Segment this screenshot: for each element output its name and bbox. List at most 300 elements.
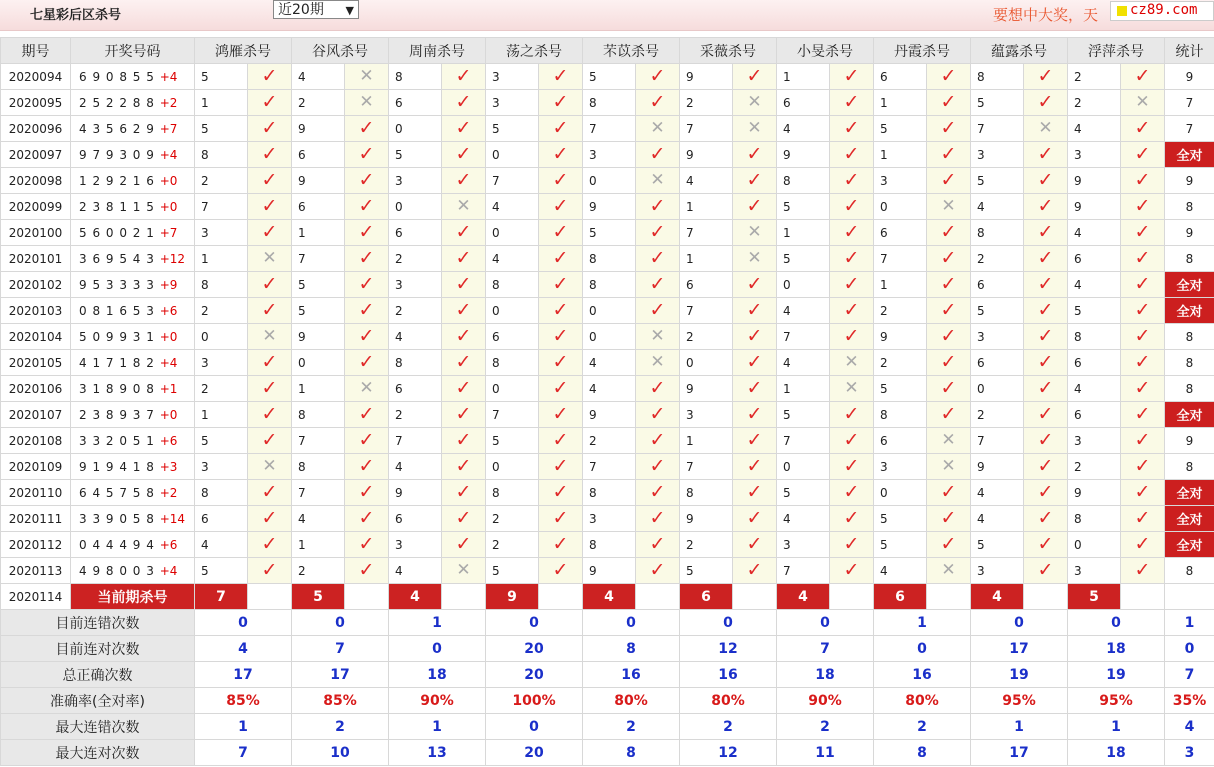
col-header-expert[interactable]: 小旻杀号 [777,38,874,64]
stat-total: 1 [1165,610,1214,636]
kill-number: 8 [583,532,636,558]
check-icon: ✓ [358,429,375,451]
kill-number: 9 [680,64,733,90]
stat-value: 95% [1068,688,1165,714]
result-correct [636,246,680,272]
kill-number: 5 [195,428,248,454]
correct-count: 9 [1165,220,1214,246]
stat-label: 总正确次数 [1,662,195,688]
kill-number: 3 [874,454,927,480]
table-row [1,142,1214,168]
check-icon: ✓ [649,455,666,477]
result-correct [248,376,292,402]
check-icon: ✓ [746,507,763,529]
result-correct [927,142,971,168]
empty-cell [1121,584,1165,610]
kill-number: 6 [292,194,345,220]
check-icon: ✓ [455,143,472,165]
check-icon: ✓ [843,65,860,87]
kill-number: 4 [680,168,733,194]
stat-value: 8 [583,636,680,662]
kill-number: 7 [389,428,442,454]
kill-number: 8 [777,168,830,194]
draw-bonus: +4 [159,355,178,370]
check-icon: ✓ [261,377,278,399]
correct-count: 8 [1165,194,1214,220]
result-correct [830,506,874,532]
col-header-expert[interactable]: 周南杀号 [389,38,486,64]
result-wrong [733,246,777,272]
col-header-expert[interactable]: 蕴露杀号 [971,38,1068,64]
result-correct [345,116,389,142]
check-icon: ✓ [940,143,957,165]
check-icon: ✓ [552,143,569,165]
kill-number: 1 [680,246,733,272]
stat-value: 0 [292,610,389,636]
check-icon: ✓ [940,533,957,555]
result-correct [345,142,389,168]
check-icon: ✓ [552,403,569,425]
check-icon: ✓ [1134,481,1151,503]
check-icon: ✓ [1037,299,1054,321]
result-wrong [927,194,971,220]
kill-number: 5 [292,272,345,298]
result-correct [830,324,874,350]
check-icon: ✓ [261,65,278,87]
cross-icon: ✕ [262,456,277,476]
draw-bonus: +6 [159,433,178,448]
check-icon: ✓ [940,91,957,113]
kill-number: 2 [389,402,442,428]
check-icon: ✓ [358,455,375,477]
kill-number: 3 [195,454,248,480]
correct-count: 8 [1165,246,1214,272]
stat-value: 18 [389,662,486,688]
all-correct-badge: 全对 [1165,272,1214,298]
result-correct [927,64,971,90]
kill-number: 1 [777,220,830,246]
result-correct [248,480,292,506]
table-row [1,298,1214,324]
kill-number: 2 [195,168,248,194]
kill-number: 5 [583,64,636,90]
kill-number: 5 [971,90,1024,116]
stat-value: 2 [583,714,680,740]
kill-number: 0 [389,116,442,142]
result-correct [539,220,583,246]
check-icon: ✓ [940,481,957,503]
table-row [1,220,1214,246]
kill-number: 7 [680,220,733,246]
promo-slogan[interactable]: 要想中大奖，天 [993,6,1099,24]
draw-bonus: +0 [159,407,178,422]
col-header-expert[interactable]: 采薇杀号 [680,38,777,64]
result-correct [248,532,292,558]
cross-icon: ✕ [747,248,762,268]
draw-digits: 4 3 5 6 2 9 [79,121,155,136]
kill-number: 4 [1068,220,1121,246]
draw-bonus: +9 [159,277,178,292]
all-correct-badge: 全对 [1165,142,1214,168]
kill-number: 9 [680,506,733,532]
result-correct [1121,480,1165,506]
stat-value: 90% [777,688,874,714]
kill-number: 4 [777,350,830,376]
stat-value: 80% [874,688,971,714]
empty-cell [442,584,486,610]
kill-number: 1 [874,90,927,116]
result-correct [248,168,292,194]
result-correct [830,454,874,480]
period-cell: 2020113 [1,558,71,584]
kill-number: 5 [874,116,927,142]
draw-bonus: +0 [159,329,178,344]
kill-number: 7 [195,194,248,220]
result-correct [248,142,292,168]
stat-value: 2 [777,714,874,740]
stat-value: 1 [389,714,486,740]
kill-number: 9 [583,558,636,584]
check-icon: ✓ [358,325,375,347]
stat-value: 7 [777,636,874,662]
col-header-expert[interactable]: 浮萍杀号 [1068,38,1165,64]
stat-value: 17 [971,740,1068,766]
draw-numbers-cell [71,168,195,194]
result-correct [539,428,583,454]
check-icon: ✓ [940,247,957,269]
kill-number: 3 [389,272,442,298]
kill-number: 5 [777,402,830,428]
result-correct [1121,376,1165,402]
check-icon: ✓ [552,117,569,139]
empty-cell [1165,584,1214,610]
check-icon: ✓ [843,429,860,451]
current-kill-number: 9 [486,584,539,610]
result-wrong [636,168,680,194]
kill-number: 4 [292,64,345,90]
check-icon: ✓ [649,403,666,425]
result-correct [1121,272,1165,298]
cross-icon: ✕ [650,170,665,190]
draw-numbers-cell [71,428,195,454]
check-icon: ✓ [843,143,860,165]
kill-number: 7 [680,454,733,480]
table-row [1,90,1214,116]
current-kill-number: 4 [971,584,1024,610]
check-icon: ✓ [649,247,666,269]
result-correct [733,298,777,324]
result-wrong [1024,116,1068,142]
stat-value: 18 [777,662,874,688]
draw-bonus: +2 [159,485,178,500]
result-correct [636,402,680,428]
cross-icon: ✕ [941,430,956,450]
current-kill-label: 当前期杀号 [71,584,195,610]
kill-number: 9 [680,376,733,402]
result-correct [733,558,777,584]
check-icon: ✓ [746,377,763,399]
table-row [1,480,1214,506]
draw-digits: 5 6 0 0 2 1 [79,225,155,240]
check-icon: ✓ [1134,273,1151,295]
kill-number: 8 [971,220,1024,246]
result-correct [345,402,389,428]
result-correct [1024,64,1068,90]
result-correct [733,376,777,402]
kill-number: 3 [1068,142,1121,168]
draw-bonus: +3 [159,459,178,474]
period-range-select[interactable] [273,0,359,19]
result-correct [345,168,389,194]
check-icon: ✓ [455,481,472,503]
col-header-expert[interactable]: 荡之杀号 [486,38,583,64]
result-wrong [248,454,292,480]
stat-value: 13 [389,740,486,766]
check-icon: ✓ [1037,195,1054,217]
kill-number: 7 [292,480,345,506]
draw-numbers-cell [71,220,195,246]
result-correct [248,428,292,454]
kill-number: 9 [777,142,830,168]
result-correct [539,454,583,480]
stat-value: 0 [777,610,874,636]
check-icon: ✓ [843,507,860,529]
result-correct [539,298,583,324]
check-icon: ✓ [746,169,763,191]
check-icon: ✓ [1134,455,1151,477]
kill-number: 8 [292,402,345,428]
period-cell: 2020111 [1,506,71,532]
result-correct [1024,350,1068,376]
kill-number: 9 [1068,194,1121,220]
draw-bonus: +14 [159,511,186,526]
col-header-expert[interactable]: 鸿雁杀号 [195,38,292,64]
kill-number: 5 [680,558,733,584]
kill-number: 6 [389,376,442,402]
check-icon: ✓ [455,325,472,347]
check-icon: ✓ [552,169,569,191]
table-row [1,116,1214,142]
stat-value: 8 [583,740,680,766]
kill-number: 7 [292,428,345,454]
check-icon: ✓ [649,429,666,451]
cross-icon: ✕ [747,222,762,242]
check-icon: ✓ [746,403,763,425]
col-header-expert[interactable]: 谷风杀号 [292,38,389,64]
check-icon: ✓ [940,221,957,243]
check-icon: ✓ [843,91,860,113]
stat-value: 0 [971,610,1068,636]
result-correct [442,350,486,376]
kill-number: 7 [486,402,539,428]
draw-bonus: +4 [159,147,178,162]
draw-numbers-cell [71,90,195,116]
stat-value: 80% [583,688,680,714]
cross-icon: ✕ [456,196,471,216]
result-correct [927,402,971,428]
kill-number: 5 [486,116,539,142]
kill-number: 0 [680,350,733,376]
col-header-expert[interactable]: 芣苡杀号 [583,38,680,64]
result-correct [636,194,680,220]
kill-number: 7 [777,558,830,584]
correct-count: 8 [1165,558,1214,584]
result-wrong [248,246,292,272]
empty-cell [345,584,389,610]
kill-number: 9 [583,402,636,428]
cross-icon: ✕ [359,92,374,112]
check-icon: ✓ [455,273,472,295]
result-wrong [927,454,971,480]
check-icon: ✓ [843,299,860,321]
check-icon: ✓ [552,91,569,113]
empty-cell [539,584,583,610]
cross-icon: ✕ [262,326,277,346]
kill-number: 3 [1068,558,1121,584]
result-wrong [442,558,486,584]
result-wrong [830,350,874,376]
kill-number: 3 [583,142,636,168]
check-icon: ✓ [261,403,278,425]
result-correct [1024,480,1068,506]
kill-number: 9 [389,480,442,506]
check-icon: ✓ [552,65,569,87]
cross-icon: ✕ [844,352,859,372]
stat-value: 0 [195,610,292,636]
kill-number: 6 [971,350,1024,376]
check-icon: ✓ [649,91,666,113]
check-icon: ✓ [940,507,957,529]
stat-value: 1 [389,610,486,636]
check-icon: ✓ [649,273,666,295]
result-correct [539,402,583,428]
check-icon: ✓ [261,559,278,581]
result-correct [539,532,583,558]
kill-number: 0 [389,194,442,220]
check-icon: ✓ [843,325,860,347]
result-correct [539,142,583,168]
result-correct [1121,402,1165,428]
cross-icon: ✕ [359,66,374,86]
check-icon: ✓ [843,247,860,269]
stat-value: 2 [874,714,971,740]
result-correct [539,194,583,220]
stat-value: 0 [680,610,777,636]
result-wrong [345,376,389,402]
col-header-draw: 开奖号码 [71,38,195,64]
draw-digits: 3 3 2 0 5 1 [79,433,155,448]
result-correct [1024,532,1068,558]
check-icon: ✓ [552,325,569,347]
result-correct [539,506,583,532]
check-icon: ✓ [649,559,666,581]
result-correct [345,324,389,350]
kill-number: 9 [292,324,345,350]
kill-number: 5 [486,428,539,454]
all-correct-badge: 全对 [1165,506,1214,532]
check-icon: ✓ [1037,143,1054,165]
logo-text: cz89.com [1130,2,1198,18]
check-icon: ✓ [1037,273,1054,295]
check-icon: ✓ [940,377,957,399]
kill-number: 5 [777,246,830,272]
result-wrong [733,116,777,142]
result-correct [442,142,486,168]
kill-number: 6 [389,90,442,116]
result-correct [1121,298,1165,324]
stat-total: 35% [1165,688,1214,714]
logo-square-icon [1117,6,1127,16]
kill-number: 6 [195,506,248,532]
kill-number: 6 [292,142,345,168]
check-icon: ✓ [1134,143,1151,165]
stat-row [1,610,1214,636]
result-correct [927,324,971,350]
kill-number: 8 [389,64,442,90]
draw-digits: 2 5 2 2 8 8 [79,95,155,110]
kill-number: 5 [971,532,1024,558]
check-icon: ✓ [649,221,666,243]
draw-numbers-cell [71,298,195,324]
period-cell: 2020102 [1,272,71,298]
check-icon: ✓ [843,117,860,139]
check-icon: ✓ [1134,247,1151,269]
site-logo[interactable] [1110,1,1214,21]
result-correct [1024,298,1068,324]
result-correct [927,532,971,558]
stat-label: 目前连对次数 [1,636,195,662]
kill-number: 6 [971,272,1024,298]
result-correct [927,220,971,246]
result-correct [830,168,874,194]
result-correct [830,220,874,246]
period-cell: 2020094 [1,64,71,90]
check-icon: ✓ [455,247,472,269]
kill-number: 4 [486,246,539,272]
kill-number: 9 [874,324,927,350]
stat-value: 0 [486,610,583,636]
kill-number: 0 [1068,532,1121,558]
correct-count: 8 [1165,454,1214,480]
check-icon: ✓ [940,325,957,347]
stat-value: 16 [680,662,777,688]
current-period: 2020114 [1,584,71,610]
check-icon: ✓ [455,507,472,529]
kill-number: 8 [1068,506,1121,532]
correct-count: 8 [1165,376,1214,402]
check-icon: ✓ [1134,533,1151,555]
stat-value: 0 [389,636,486,662]
check-icon: ✓ [358,481,375,503]
result-correct [636,558,680,584]
result-correct [636,480,680,506]
col-header-expert[interactable]: 丹霞杀号 [874,38,971,64]
result-correct [733,168,777,194]
kill-number: 0 [874,480,927,506]
result-correct [733,350,777,376]
check-icon: ✓ [358,559,375,581]
stat-value: 16 [583,662,680,688]
check-icon: ✓ [552,221,569,243]
kill-number: 4 [777,116,830,142]
check-icon: ✓ [1037,325,1054,347]
stat-label: 目前连错次数 [1,610,195,636]
check-icon: ✓ [1134,195,1151,217]
draw-numbers-cell [71,142,195,168]
result-correct [539,480,583,506]
result-wrong [636,324,680,350]
kill-number: 2 [680,90,733,116]
